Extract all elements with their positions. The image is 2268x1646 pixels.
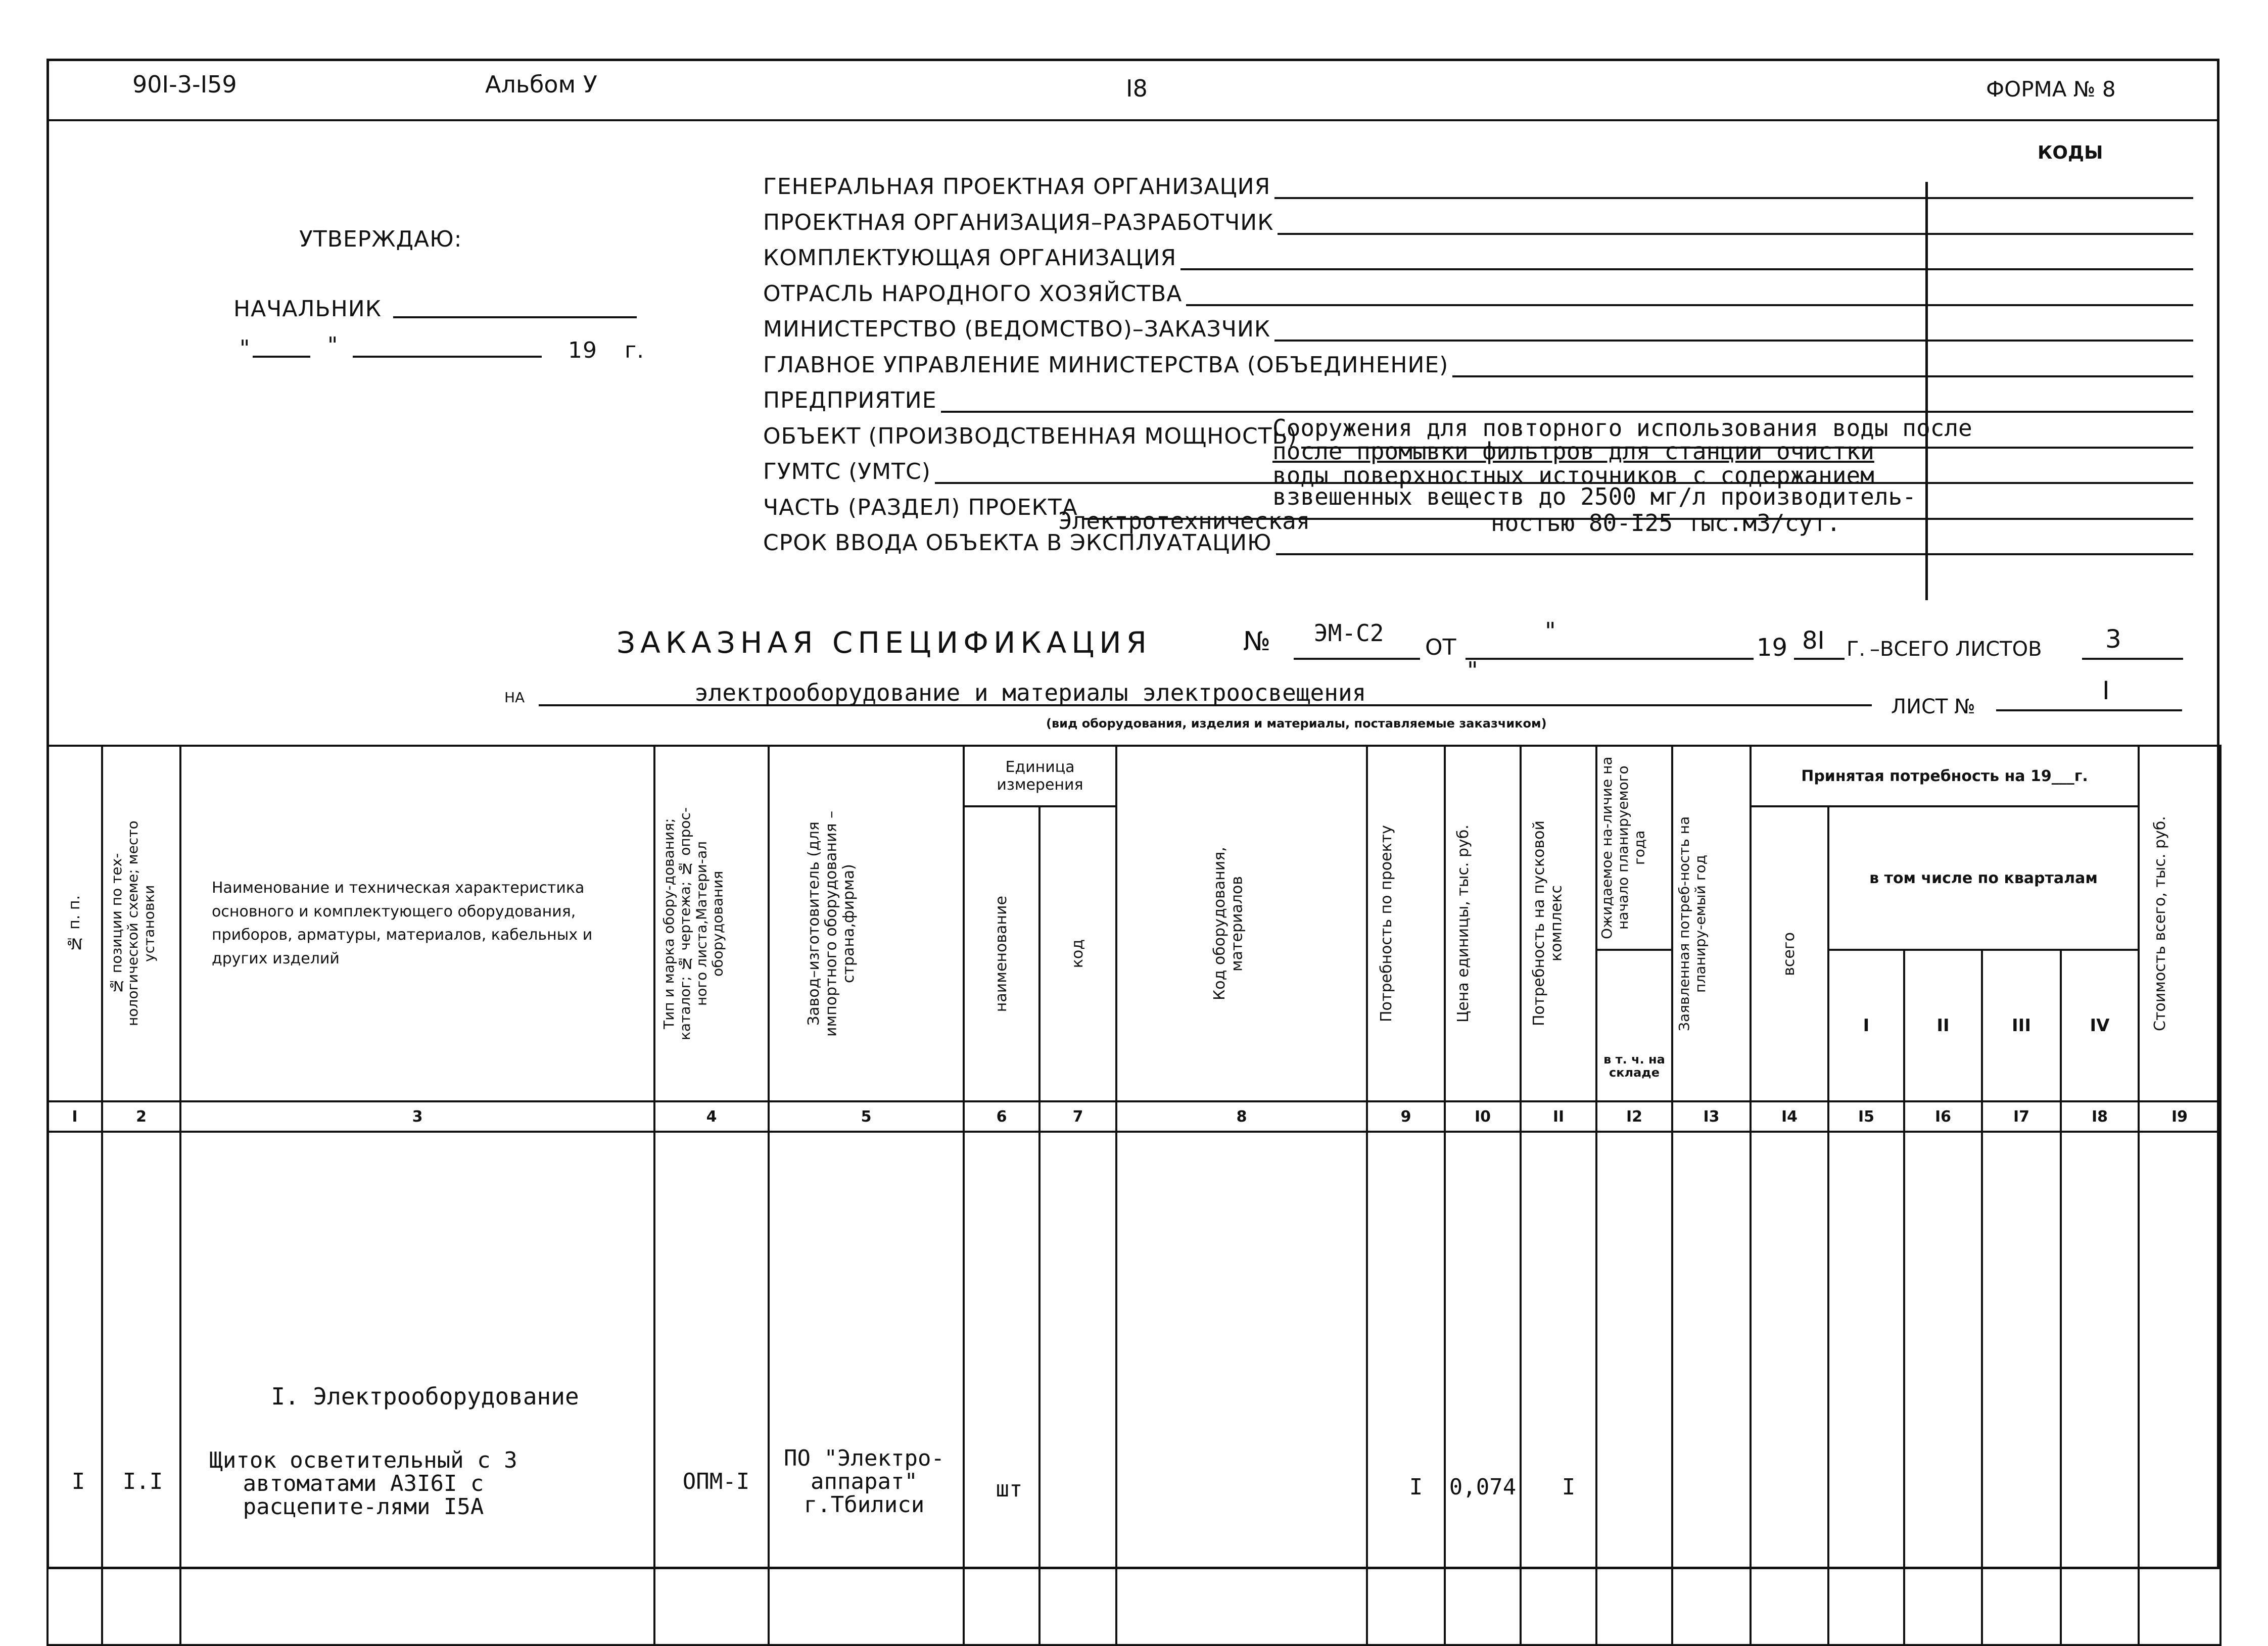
org-field-line <box>1276 553 2193 555</box>
row-equipment-code-cell <box>1116 1132 1367 1645</box>
org-field-label: ГЕНЕРАЛЬНАЯ ПРОЕКТНАЯ ОРГАНИЗАЦИЯ <box>763 174 1271 200</box>
column-number: I9 <box>2139 1101 2220 1132</box>
col-header-3: Наименование и техническая характеристика основного и комплектующего оборудования, приборов, арматуры, материалов, кабельных и других изделий <box>180 746 654 1101</box>
row-expected-cell <box>1596 1132 1672 1645</box>
spec-number-line <box>1294 658 1420 660</box>
col-header-14: всего <box>1751 806 1828 1101</box>
col-header-7: код <box>1040 806 1116 1101</box>
date-quote-close: " <box>327 332 339 358</box>
spec-total: 3 <box>2105 624 2121 654</box>
col-header-14-group: Принятая потребность на 19___г. <box>1751 746 2139 806</box>
row-q4-cell <box>2061 1132 2139 1645</box>
section-title: I. Электрооборудование <box>271 1382 579 1410</box>
col-header-9: Потребность по проекту <box>1367 746 1445 1101</box>
org-field-line <box>1180 268 2193 270</box>
column-number: I6 <box>1904 1101 1982 1132</box>
col-header-2: № позиции по тех-нологической схеме; место установки <box>102 746 180 1101</box>
spec-year: 8I <box>1802 626 1825 655</box>
object-text-4: взвешенных веществ до 2500 мг/л производитель- <box>1272 483 1916 510</box>
col-header-quarters-group: в том числе по кварталам <box>1828 806 2139 950</box>
spec-year-prefix: 19 <box>1757 634 1788 662</box>
row-q2-cell <box>1904 1132 1982 1645</box>
row-q1-cell <box>1828 1132 1904 1645</box>
org-field-label: ГЛАВНОЕ УПРАВЛЕНИЕ МИНИСТЕРСТВА (ОБЪЕДИНЕНИЕ) <box>763 352 1449 378</box>
col-header-17: III <box>1982 950 2061 1101</box>
spec-on-label: НА <box>504 689 525 706</box>
row-unit-cell: шт <box>964 1132 1040 1645</box>
column-number: I <box>48 1101 102 1132</box>
column-number: I5 <box>1828 1101 1904 1132</box>
col-header-6: наименование <box>964 806 1040 1101</box>
col-header-12: Ожидаемое на-личие на начало планируемого года <box>1596 746 1672 950</box>
col-header-18: IV <box>2061 950 2139 1101</box>
org-field-line <box>941 411 2193 413</box>
column-number: I0 <box>1445 1101 1521 1132</box>
col-header-12-sub: в т. ч. на складе <box>1596 950 1672 1101</box>
org-field-line <box>1274 340 2193 342</box>
col-header-19: Стоимость всего, тыс. руб. <box>2139 746 2220 1101</box>
spec-date-line <box>1466 658 1754 660</box>
column-number: I4 <box>1751 1101 1828 1132</box>
org-field-line <box>1278 233 2193 235</box>
org-field-line <box>1274 197 2193 199</box>
chief-line <box>393 316 637 318</box>
header-divider <box>46 119 2219 121</box>
org-field-label: ОТРАСЛЬ НАРОДНОГО ХОЗЯЙСТВА <box>763 281 1183 307</box>
row-q3-cell <box>1982 1132 2061 1645</box>
col-header-15: I <box>1828 950 1904 1101</box>
col-header-6-group: Единица измерения <box>964 746 1116 806</box>
approve-label: УТВЕРЖДАЮ: <box>299 226 462 252</box>
column-number: 7 <box>1040 1101 1116 1132</box>
spec-on-value: электрооборудование и материалы электроосвещения <box>694 679 1366 706</box>
col-header-4: Тип и марка обору-дования; каталог; № чертежа; № опрос-ного листа,Матери-ал оборудования <box>654 746 769 1101</box>
col-header-10: Цена единицы, тыс. руб. <box>1445 746 1521 1101</box>
row-price-cell: 0,074 <box>1445 1132 1521 1645</box>
row-requested-cell <box>1672 1132 1751 1645</box>
column-number: I2 <box>1596 1101 1672 1132</box>
column-number: 5 <box>769 1101 964 1132</box>
col-header-16: II <box>1904 950 1982 1101</box>
date-month-line <box>353 356 542 358</box>
col-header-13: Заявленная потреб-ность на планиру-емый год <box>1672 746 1751 1101</box>
chief-label: НАЧАЛЬНИК <box>233 296 382 322</box>
spec-sheet: I <box>2102 676 2110 705</box>
date-year: 19 <box>568 337 597 363</box>
date-day-line <box>253 356 310 358</box>
spec-sheet-label: ЛИСТ № <box>1891 695 1975 718</box>
spec-table <box>46 745 2222 1646</box>
codes-divider <box>1925 182 1928 600</box>
column-number: II <box>1521 1101 1596 1132</box>
doc-code: 90I-3-I59 <box>132 71 237 98</box>
object-text-1: Сооружения для повторного использования воды после <box>1272 414 1972 442</box>
codes-label: КОДЫ <box>2038 142 2103 163</box>
spec-from-label: ОТ <box>1425 635 1456 660</box>
org-field-label: ПРЕДПРИЯТИЕ <box>763 388 937 413</box>
object-text-5: ностью 80-I25 тыс.м3/сут. <box>1491 509 1841 537</box>
org-field-label: МИНИСТЕРСТВО (ВЕДОМСТВО)–ЗАКАЗЧИК <box>763 316 1271 342</box>
col-header-5: Завод–изготовитель (для импортного оборудования –страна,фирма) <box>769 746 964 1101</box>
spec-total-label: –ВСЕГО ЛИСТОВ <box>1870 638 2042 661</box>
row-maker-cell: ПО "Электро-аппарат" г.Тбилиси <box>769 1132 964 1645</box>
col-header-1: № п. п. <box>48 746 102 1101</box>
spec-total-line <box>2082 658 2183 660</box>
org-field-line <box>1452 375 2193 377</box>
column-number: 6 <box>964 1101 1040 1132</box>
row-need-cell: I <box>1367 1132 1445 1645</box>
column-number: 3 <box>180 1101 654 1132</box>
org-field-label: ПРОЕКТНАЯ ОРГАНИЗАЦИЯ–РАЗРАБОТЧИК <box>763 210 1274 235</box>
spec-quote-open: " <box>1543 617 1557 645</box>
column-number: I8 <box>2061 1101 2139 1132</box>
org-field-label: КОМПЛЕКТУЮЩАЯ ОРГАНИЗАЦИЯ <box>763 245 1177 271</box>
col-header-8: Код оборудования, материалов <box>1116 746 1367 1101</box>
org-field-label: СРОК ВВОДА ОБЪЕКТА В ЭКСПЛУАТАЦИЮ <box>763 530 1272 556</box>
album-label: Альбом У <box>485 71 597 98</box>
org-field-line <box>1186 304 2193 306</box>
row-position-cell: I.I <box>102 1132 180 1645</box>
row-type-cell: ОПМ-I <box>654 1132 769 1645</box>
spec-year-suffix: Г. <box>1847 638 1866 661</box>
column-number: 8 <box>1116 1101 1367 1132</box>
col-header-11: Потребность на пусковой комплекс <box>1521 746 1596 1101</box>
form-number: ФОРМА № 8 <box>1986 77 2116 102</box>
page-number: I8 <box>1126 75 1148 102</box>
column-number: I7 <box>1982 1101 2061 1132</box>
row-cost-cell <box>2139 1132 2220 1645</box>
column-number: 2 <box>102 1101 180 1132</box>
org-field-label: ЧАСТЬ (РАЗДЕЛ) ПРОЕКТА <box>763 495 1078 520</box>
column-number: 4 <box>654 1101 769 1132</box>
table-row <box>48 1132 2220 1645</box>
spec-quote-close: " <box>1466 657 1480 684</box>
spec-title: ЗАКАЗНАЯ СПЕЦИФИКАЦИЯ <box>617 625 1152 660</box>
object-text-3: воды поверхностных источников с содержанием <box>1272 462 1874 489</box>
org-field-label: ГУМТС (УМТС) <box>763 459 931 485</box>
spec-year-line <box>1794 658 1845 660</box>
row-unit-code-cell <box>1040 1132 1116 1645</box>
org-field-label: ОБЪЕКТ (ПРОИЗВОДСТВЕННАЯ МОЩНОСТЬ) <box>763 423 1297 449</box>
row-start-cell: I <box>1521 1132 1596 1645</box>
spec-note: (вид оборудования, изделия и материалы, поставляемые заказчиком) <box>1046 716 1547 731</box>
row-total-cell <box>1751 1132 1828 1645</box>
project-part: Электротехническая <box>1058 507 1310 535</box>
spec-no-label: № <box>1243 626 1271 657</box>
column-number-row <box>48 1101 2220 1132</box>
column-number: 9 <box>1367 1101 1445 1132</box>
item-name: Щиток осветительный с 3 автоматами АЗI6I с расцепите-лями I5А <box>209 1447 517 1520</box>
spec-on-line <box>539 704 1872 706</box>
column-number: I3 <box>1672 1101 1751 1132</box>
spec-sheet-line <box>1996 709 2182 711</box>
object-text-2: после промывки фильтров для станции очистки <box>1272 438 1874 465</box>
row-name-cell <box>180 1132 654 1645</box>
row-number-cell: I <box>48 1132 102 1645</box>
date-quote-open: " <box>240 335 251 361</box>
date-year-suffix: г. <box>625 337 645 363</box>
spec-number: ЭМ-С2 <box>1314 619 1384 647</box>
